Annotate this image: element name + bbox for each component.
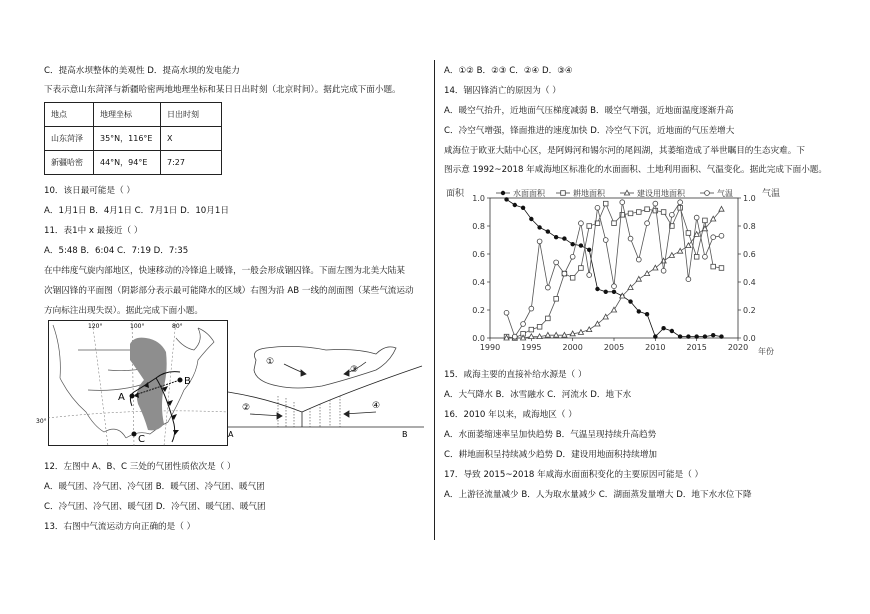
y-tick-label: 0.6 xyxy=(472,250,485,259)
data-point xyxy=(703,254,708,259)
question-12-options-cd: C．冷气团、冷气团、暖气团 D．冷气团、暖气团、暖气团 xyxy=(44,502,266,512)
arrow-label-4: ④ xyxy=(372,401,381,411)
table-cell: X xyxy=(161,127,222,151)
data-point xyxy=(554,297,559,302)
data-point xyxy=(645,207,650,212)
table-cell: 44°N，94°E xyxy=(94,151,161,175)
data-point xyxy=(661,210,666,215)
legend-label: 建设用地面积 xyxy=(637,189,685,198)
y-tick-label: 0.2 xyxy=(472,306,485,315)
series-1 xyxy=(504,201,724,340)
data-point xyxy=(661,268,666,273)
intro-paragraph-3-line-2: 图示意 1992~2018 年咸海地区标准化的水面面积、土地利用面积、气温变化。据此完成下面小题。 xyxy=(444,165,827,175)
x-tick-label: 2015 xyxy=(686,343,707,352)
intro-paragraph-3-line-1: 咸海位于欧亚大陆中心区，是阿姆河和锡尔河的尾闾湖，其萎缩造成了举世瞩目的生态灾难。下 xyxy=(444,146,805,156)
y-right-tick-label: 0.0 xyxy=(743,334,756,343)
question-11-options: A．5:48 B．6:04 C．7:19 D．7:35 xyxy=(44,246,189,256)
data-point xyxy=(628,299,632,303)
question-14-options-ab: A．暖空气抬升，近地面气压梯度减弱 B．暖空气增强，近地面温度逐渐升高 xyxy=(444,106,734,116)
option-line-c-d: C．提高水坝整体的美观性 D．提高水坝的发电能力 xyxy=(44,66,240,76)
data-point xyxy=(570,276,575,281)
x-tick-label: 1990 xyxy=(479,343,501,352)
rain-lines xyxy=(278,396,340,427)
legend-label: 耕地面积 xyxy=(573,189,605,198)
data-point xyxy=(705,191,710,196)
arrow-label-2: ② xyxy=(242,403,251,413)
series-line xyxy=(507,199,722,336)
data-point xyxy=(537,239,542,244)
y-right-tick-label: 0.2 xyxy=(743,306,756,315)
data-point xyxy=(603,201,608,206)
map-lon-label: 100° xyxy=(130,323,145,330)
question-14-options-cd: C．冷空气增强，锋面推进的速度加快 D．冷空气下沉，近地面的气压差增大 xyxy=(444,126,735,136)
data-point xyxy=(628,236,633,241)
table-header: 地点 xyxy=(45,103,94,127)
intro-paragraph-2-line-1: 在中纬度气旋内部地区，快速移动的冷锋追上暖锋，一般会形成锢囚锋。下面左图为北美大陆某 xyxy=(44,266,405,276)
coordinate-table xyxy=(44,102,222,175)
x-axis-label: 年份 xyxy=(758,347,774,356)
data-point xyxy=(645,221,650,226)
data-point xyxy=(711,333,715,337)
question-17: 17．导致 2015~2018 年咸海水面面积变化的主要原因可能是（ ） xyxy=(444,470,704,480)
y-tick-label: 0.8 xyxy=(472,222,485,231)
intro-paragraph-2-line-3: 方向标注出现失误）。据此完成下面小题。 xyxy=(44,306,203,316)
data-point xyxy=(653,208,658,213)
map-lon-label: 120° xyxy=(88,323,103,330)
data-point xyxy=(587,327,592,332)
data-point xyxy=(670,329,674,333)
data-point xyxy=(570,242,574,246)
section-end-b: B xyxy=(402,430,408,439)
y-tick-label: 0.4 xyxy=(472,278,485,287)
question-16: 16．2010 年以来，咸海地区（ ） xyxy=(444,410,577,420)
data-point xyxy=(644,271,649,276)
data-point xyxy=(604,290,608,294)
data-point xyxy=(703,334,707,338)
data-point xyxy=(554,332,559,337)
data-point xyxy=(719,206,724,211)
question-13-options: A．①② B．②③ C．②④ D．③④ xyxy=(444,66,573,76)
data-point xyxy=(562,271,567,276)
y-axis-right-label: 气温 xyxy=(762,189,781,199)
table-cell: 35°N，116°E xyxy=(94,127,161,151)
data-point xyxy=(579,221,584,226)
question-11: 11．表1中 x 最接近（ ） xyxy=(44,226,143,236)
aral-sea-chart xyxy=(444,186,804,356)
y-tick-label: 1.0 xyxy=(472,194,485,203)
data-point xyxy=(595,321,600,326)
series-2 xyxy=(504,206,724,340)
table-cell: 7:27 xyxy=(161,151,222,175)
legend-label: 气温 xyxy=(717,189,733,198)
data-point xyxy=(537,225,541,229)
question-10: 10．该日最可能是（ ） xyxy=(44,186,136,196)
data-point xyxy=(504,197,508,201)
data-point xyxy=(554,260,559,265)
question-12: 12．左图中 A、B、C 三处的气团性质依次是（ ） xyxy=(44,462,236,472)
data-point xyxy=(653,201,658,206)
data-point xyxy=(504,310,509,315)
data-point xyxy=(595,205,600,210)
data-point xyxy=(711,235,716,240)
data-point xyxy=(501,191,505,195)
y-right-tick-label: 1.0 xyxy=(743,194,756,203)
data-point xyxy=(545,285,550,290)
question-17-options: A．上游径流量减少 B．人为取水量减少 C．湖面蒸发量增大 D．地下水水位下降 xyxy=(444,490,752,500)
data-point xyxy=(628,211,633,216)
legend-label: 水面面积 xyxy=(513,189,545,198)
y-right-tick-label: 0.8 xyxy=(743,222,756,231)
data-point xyxy=(686,231,691,236)
data-point xyxy=(678,334,682,338)
data-point xyxy=(703,218,708,223)
data-point xyxy=(529,217,533,221)
data-point xyxy=(587,273,592,278)
map-lon-label: 80° xyxy=(172,323,183,330)
data-point xyxy=(669,253,674,258)
x-tick-label: 2000 xyxy=(562,343,583,352)
data-point xyxy=(570,254,575,259)
question-14: 14．锢囚锋消亡的原因为（ ） xyxy=(444,86,561,96)
question-15: 15．咸海主要的直接补给水源是（ ） xyxy=(444,370,587,380)
map-point-c: C xyxy=(138,434,145,445)
intro-paragraph-1: 下表示意山东菏泽与新疆哈密两地地理坐标和某日日出时刻（北京时间）。据此完成下面小题。 xyxy=(44,85,401,95)
data-point xyxy=(603,238,608,243)
table-header: 日出时刻 xyxy=(161,103,222,127)
intro-paragraph-2-line-2: 次锢囚锋的平面图（阴影部分表示最可能降水的区域）右图为沿 AB 一线的剖面图（某些气流运动 xyxy=(44,286,414,296)
data-point xyxy=(521,322,526,327)
table-header-row xyxy=(45,103,222,127)
data-point xyxy=(645,312,649,316)
data-point xyxy=(694,215,699,220)
data-point xyxy=(545,332,550,337)
data-point xyxy=(611,307,616,312)
question-16-options-ab: A．水面萎缩速率呈加快趋势 B．气温呈现持续升高趋势 xyxy=(444,430,657,440)
data-point xyxy=(546,316,551,321)
data-point xyxy=(636,257,641,262)
data-point xyxy=(636,276,641,281)
arrow-label-1: ① xyxy=(266,357,275,367)
data-point xyxy=(612,290,616,294)
question-12-options-ab: A．暖气团、冷气团、冷气团 B．暖气团、冷气团、暖气团 xyxy=(44,482,265,492)
data-point xyxy=(711,264,716,269)
data-point xyxy=(579,266,584,271)
data-point xyxy=(554,235,558,239)
cross-section-diagram xyxy=(226,340,426,440)
data-point xyxy=(537,325,542,330)
x-tick-label: 1995 xyxy=(521,343,542,352)
chart-legend xyxy=(496,188,733,198)
data-point xyxy=(694,334,698,338)
data-point xyxy=(637,210,642,215)
question-13: 13．右图中气流运动方向正确的是（ ） xyxy=(44,522,196,532)
data-point xyxy=(587,248,591,252)
data-point xyxy=(579,243,583,247)
x-tick-label: 2005 xyxy=(603,343,625,352)
table-cell: 山东菏泽 xyxy=(45,127,94,151)
data-point xyxy=(719,334,723,338)
data-point xyxy=(529,306,534,311)
data-point xyxy=(512,334,517,339)
question-10-options: A．1月1日 B．4月1日 C．7月1日 D．10月1日 xyxy=(44,206,229,216)
data-point xyxy=(521,206,525,210)
data-point xyxy=(595,287,599,291)
data-point xyxy=(546,229,550,233)
data-point xyxy=(678,200,683,205)
question-15-options: A．大气降水 B．冰雪融水 C．河流水 D．地下水 xyxy=(444,390,632,400)
y-right-tick-label: 0.6 xyxy=(743,250,756,259)
column-divider xyxy=(434,60,435,540)
front-map xyxy=(36,320,228,446)
data-point xyxy=(653,334,657,338)
data-point xyxy=(661,326,665,330)
data-point xyxy=(620,200,625,205)
data-point xyxy=(612,221,617,226)
map-point-b: B xyxy=(184,376,191,387)
x-tick-label: 2010 xyxy=(645,343,666,352)
data-point xyxy=(562,236,566,240)
y-tick-label: 0.0 xyxy=(472,334,485,343)
table-header: 地理坐标 xyxy=(94,103,161,127)
data-point xyxy=(561,191,566,196)
data-point xyxy=(637,309,641,313)
data-point xyxy=(513,203,517,207)
table-row xyxy=(45,151,222,175)
data-point xyxy=(686,277,691,282)
data-point xyxy=(678,248,683,253)
data-point xyxy=(587,224,592,229)
data-point xyxy=(694,255,699,260)
table-cell: 新疆哈密 xyxy=(45,151,94,175)
table-row xyxy=(45,127,222,151)
series-0 xyxy=(504,197,723,339)
data-point xyxy=(719,266,724,271)
question-16-options-cd: C．耕地面积呈持续减少趋势 D．建设用地面积持续增加 xyxy=(444,450,658,460)
data-point xyxy=(686,334,690,338)
data-point xyxy=(669,212,674,217)
data-point xyxy=(612,284,617,289)
section-end-a: A xyxy=(228,430,234,439)
map-point-a: A xyxy=(118,392,125,403)
cloud xyxy=(254,346,396,388)
arrow-label-3: ③ xyxy=(350,365,359,375)
x-tick-label: 2020 xyxy=(727,343,749,352)
y-axis-left-label: 面积 xyxy=(446,189,465,199)
map-lat-label: 30° xyxy=(36,418,47,425)
y-right-tick-label: 0.4 xyxy=(743,278,756,287)
data-point xyxy=(529,327,534,332)
data-point xyxy=(719,233,724,238)
